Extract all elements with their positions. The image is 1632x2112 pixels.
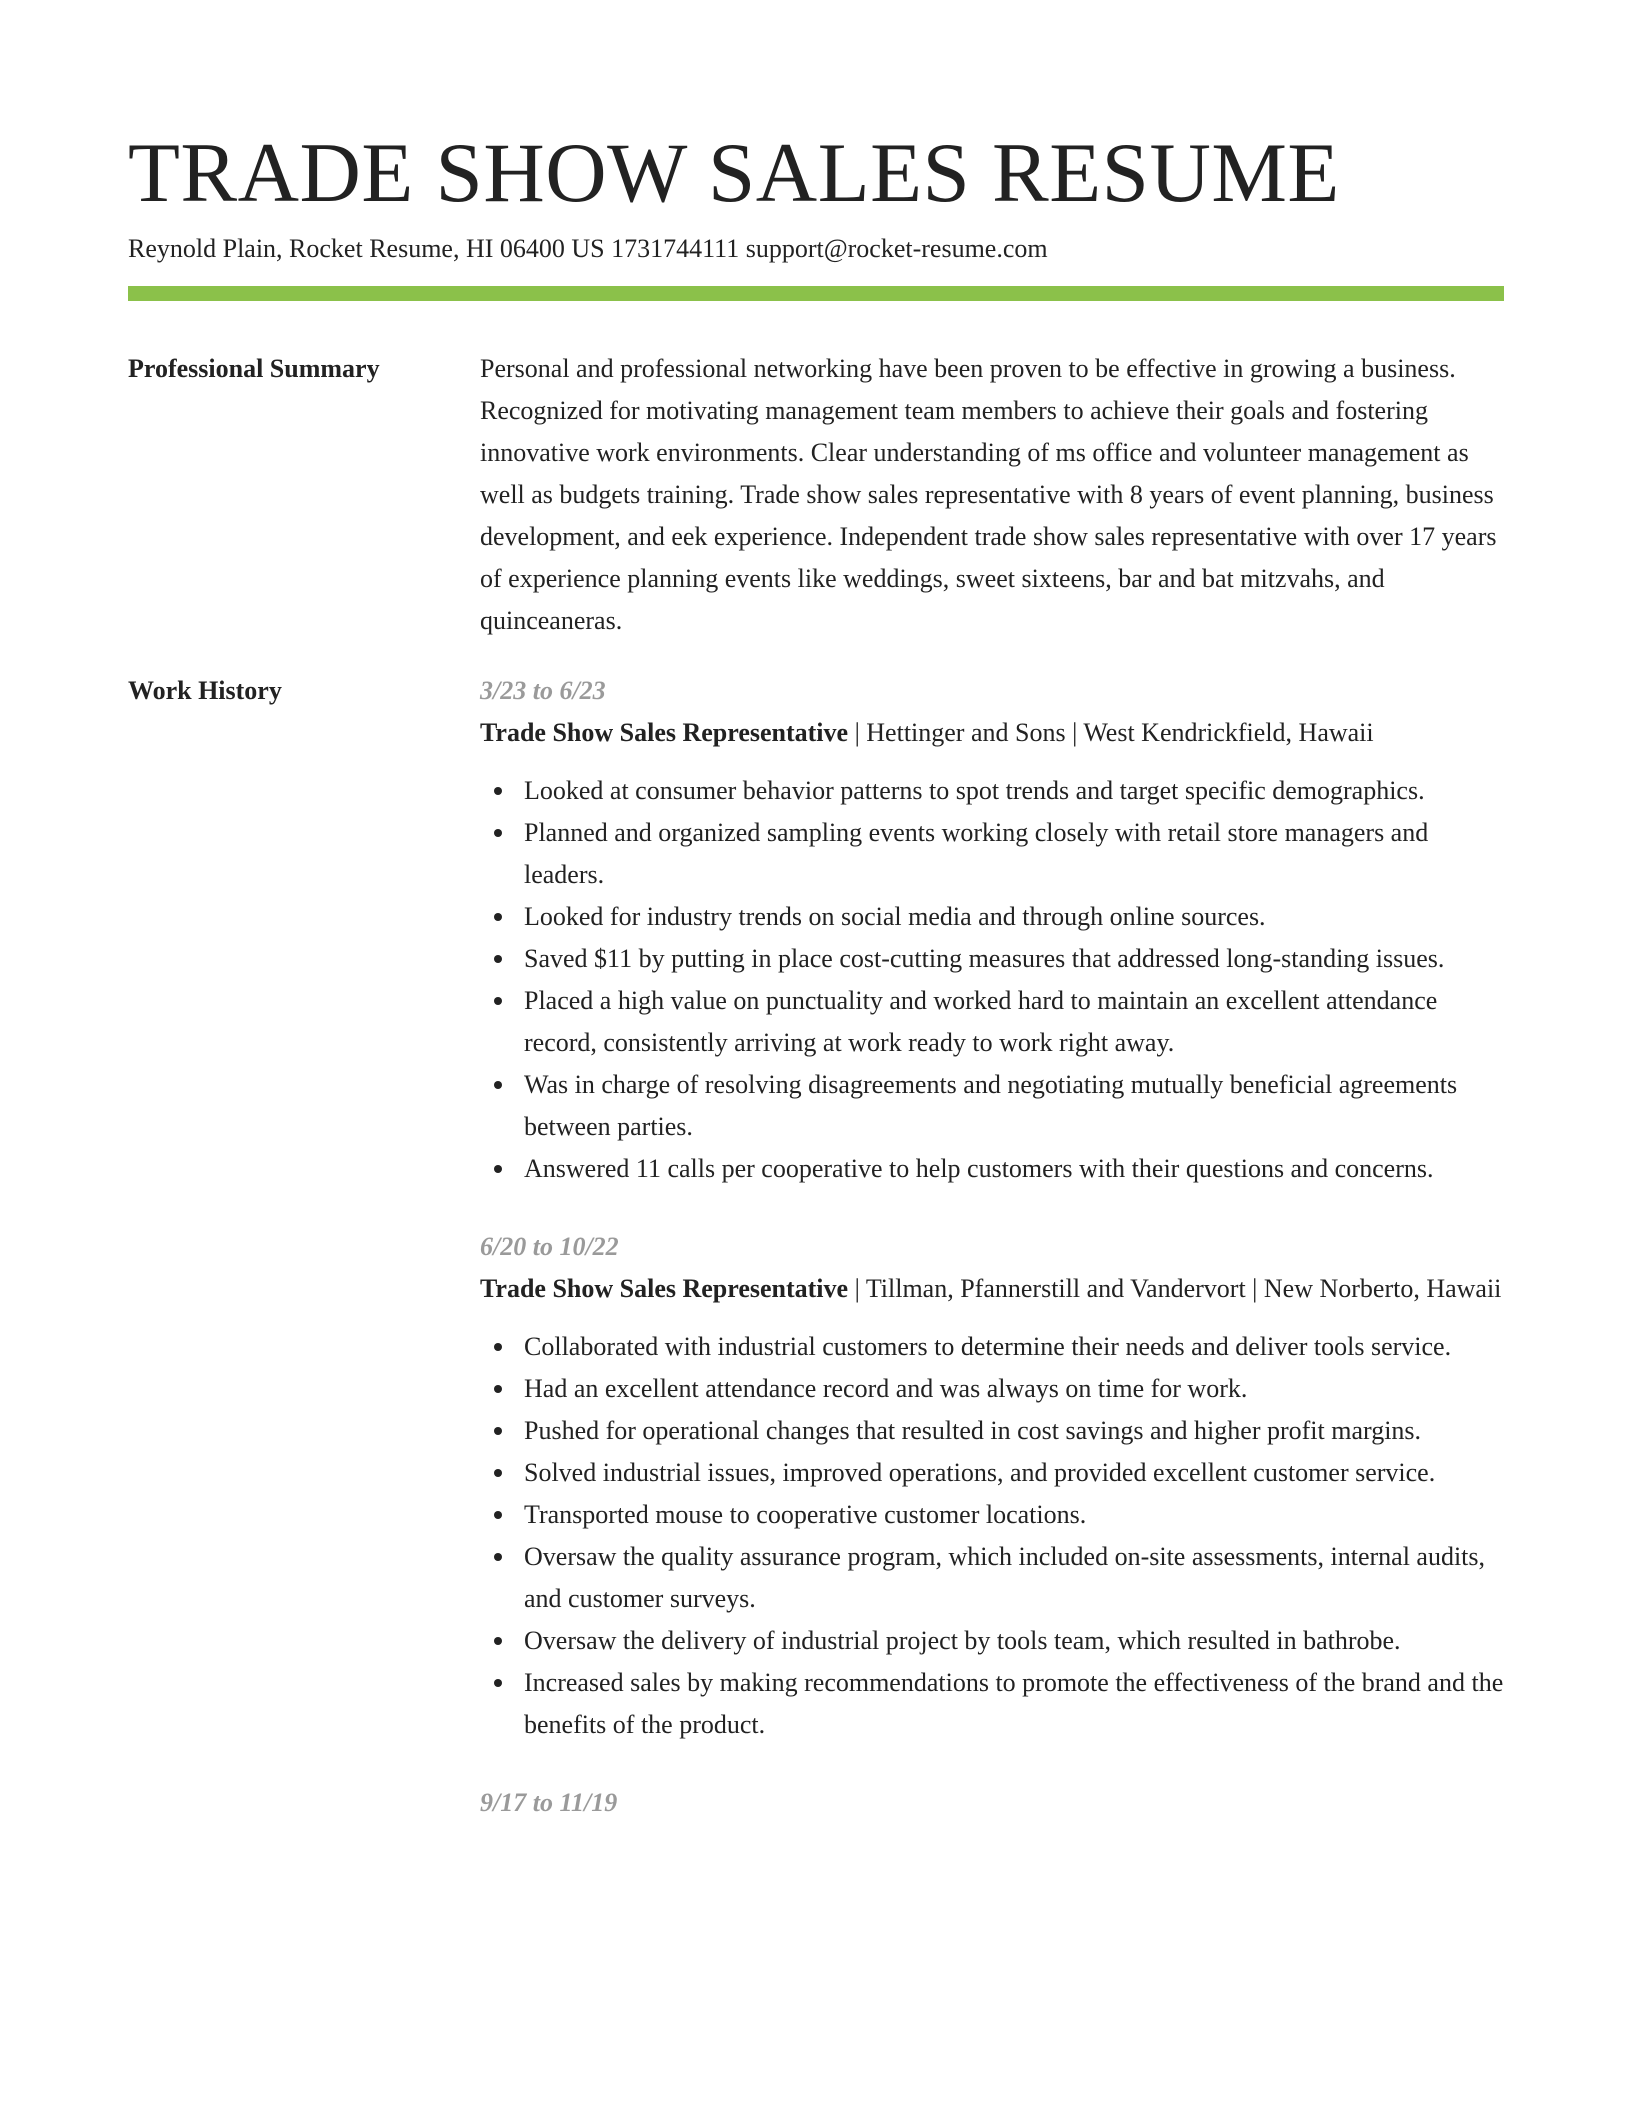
header-divider (128, 286, 1504, 301)
job-title: Trade Show Sales Representative (480, 1274, 849, 1303)
resume-title: TRADE SHOW SALES RESUME (128, 126, 1340, 220)
job-bullet: Saved $11 by putting in place cost-cutting measures that addressed long-standing issues. (524, 938, 1504, 980)
job-entry (480, 1782, 1504, 1824)
job-heading (480, 712, 1504, 754)
section-label-work-history: Work History (128, 676, 282, 705)
job-dates: 6/20 to 10/22 (480, 1232, 619, 1261)
job-bullet: Looked at consumer behavior patterns to spot trends and target specific demographics. (524, 770, 1504, 812)
job-bullet: Planned and organized sampling events working closely with retail store managers and leaders. (524, 812, 1504, 896)
job-bullet: Transported mouse to cooperative customer locations. (524, 1494, 1504, 1536)
job-bullet: Oversaw the delivery of industrial project by tools team, which resulted in bathrobe. (524, 1620, 1504, 1662)
job-bullet: Was in charge of resolving disagreements and negotiating mutually beneficial agreements between parties. (524, 1064, 1504, 1148)
work-history-body (480, 670, 1504, 1860)
job-dates: 9/17 to 11/19 (480, 1788, 618, 1817)
job-entry (480, 1226, 1504, 1746)
job-entry (480, 670, 1504, 1190)
job-bullet: Placed a high value on punctuality and worked hard to maintain an excellent attendance record, consistently arriving at work ready to work right away. (524, 980, 1504, 1064)
job-bullet: Oversaw the quality assurance program, which included on-site assessments, internal audits, and customer surveys. (524, 1536, 1504, 1620)
summary-body (480, 348, 1504, 642)
job-bullet: Increased sales by making recommendations to promote the effectiveness of the brand and the benefits of the product. (524, 1662, 1504, 1746)
job-bullets (480, 1326, 1504, 1746)
job-heading (480, 1268, 1504, 1310)
section-label-summary: Professional Summary (128, 354, 380, 383)
summary-text: Personal and professional networking have been proven to be effective in growing a business. Recognized for motivating management team members to achieve their goals and fostering innovative work environments. Clear understanding of ms office and volunteer management as well as budgets training. Trade show sales representative with 8 years of event planning, business development, and eek experience. Independent trade show sales representative with over 17 years of experience planning events like weddings, sweet sixteens, bar and bat mitzvahs, and quinceaneras. (480, 354, 1497, 635)
job-details: | Hettinger and Sons | West Kendrickfield, Hawaii (848, 718, 1374, 747)
contact-line: Reynold Plain, Rocket Resume, HI 06400 US 1731744111 support@rocket-resume.com (128, 234, 1048, 263)
job-bullet: Had an excellent attendance record and was always on time for work. (524, 1368, 1504, 1410)
job-bullet: Solved industrial issues, improved operations, and provided excellent customer service. (524, 1452, 1504, 1494)
job-bullet: Collaborated with industrial customers to determine their needs and deliver tools service. (524, 1326, 1504, 1368)
job-bullet: Pushed for operational changes that resulted in cost savings and higher profit margins. (524, 1410, 1504, 1452)
job-bullet: Looked for industry trends on social media and through online sources. (524, 896, 1504, 938)
job-bullets (480, 770, 1504, 1190)
job-bullet: Answered 11 calls per cooperative to help customers with their questions and concerns. (524, 1148, 1504, 1190)
job-dates: 3/23 to 6/23 (480, 676, 606, 705)
job-title: Trade Show Sales Representative (480, 718, 849, 747)
job-details: | Tillman, Pfannerstill and Vandervort | New Norberto, Hawaii (848, 1274, 1502, 1303)
